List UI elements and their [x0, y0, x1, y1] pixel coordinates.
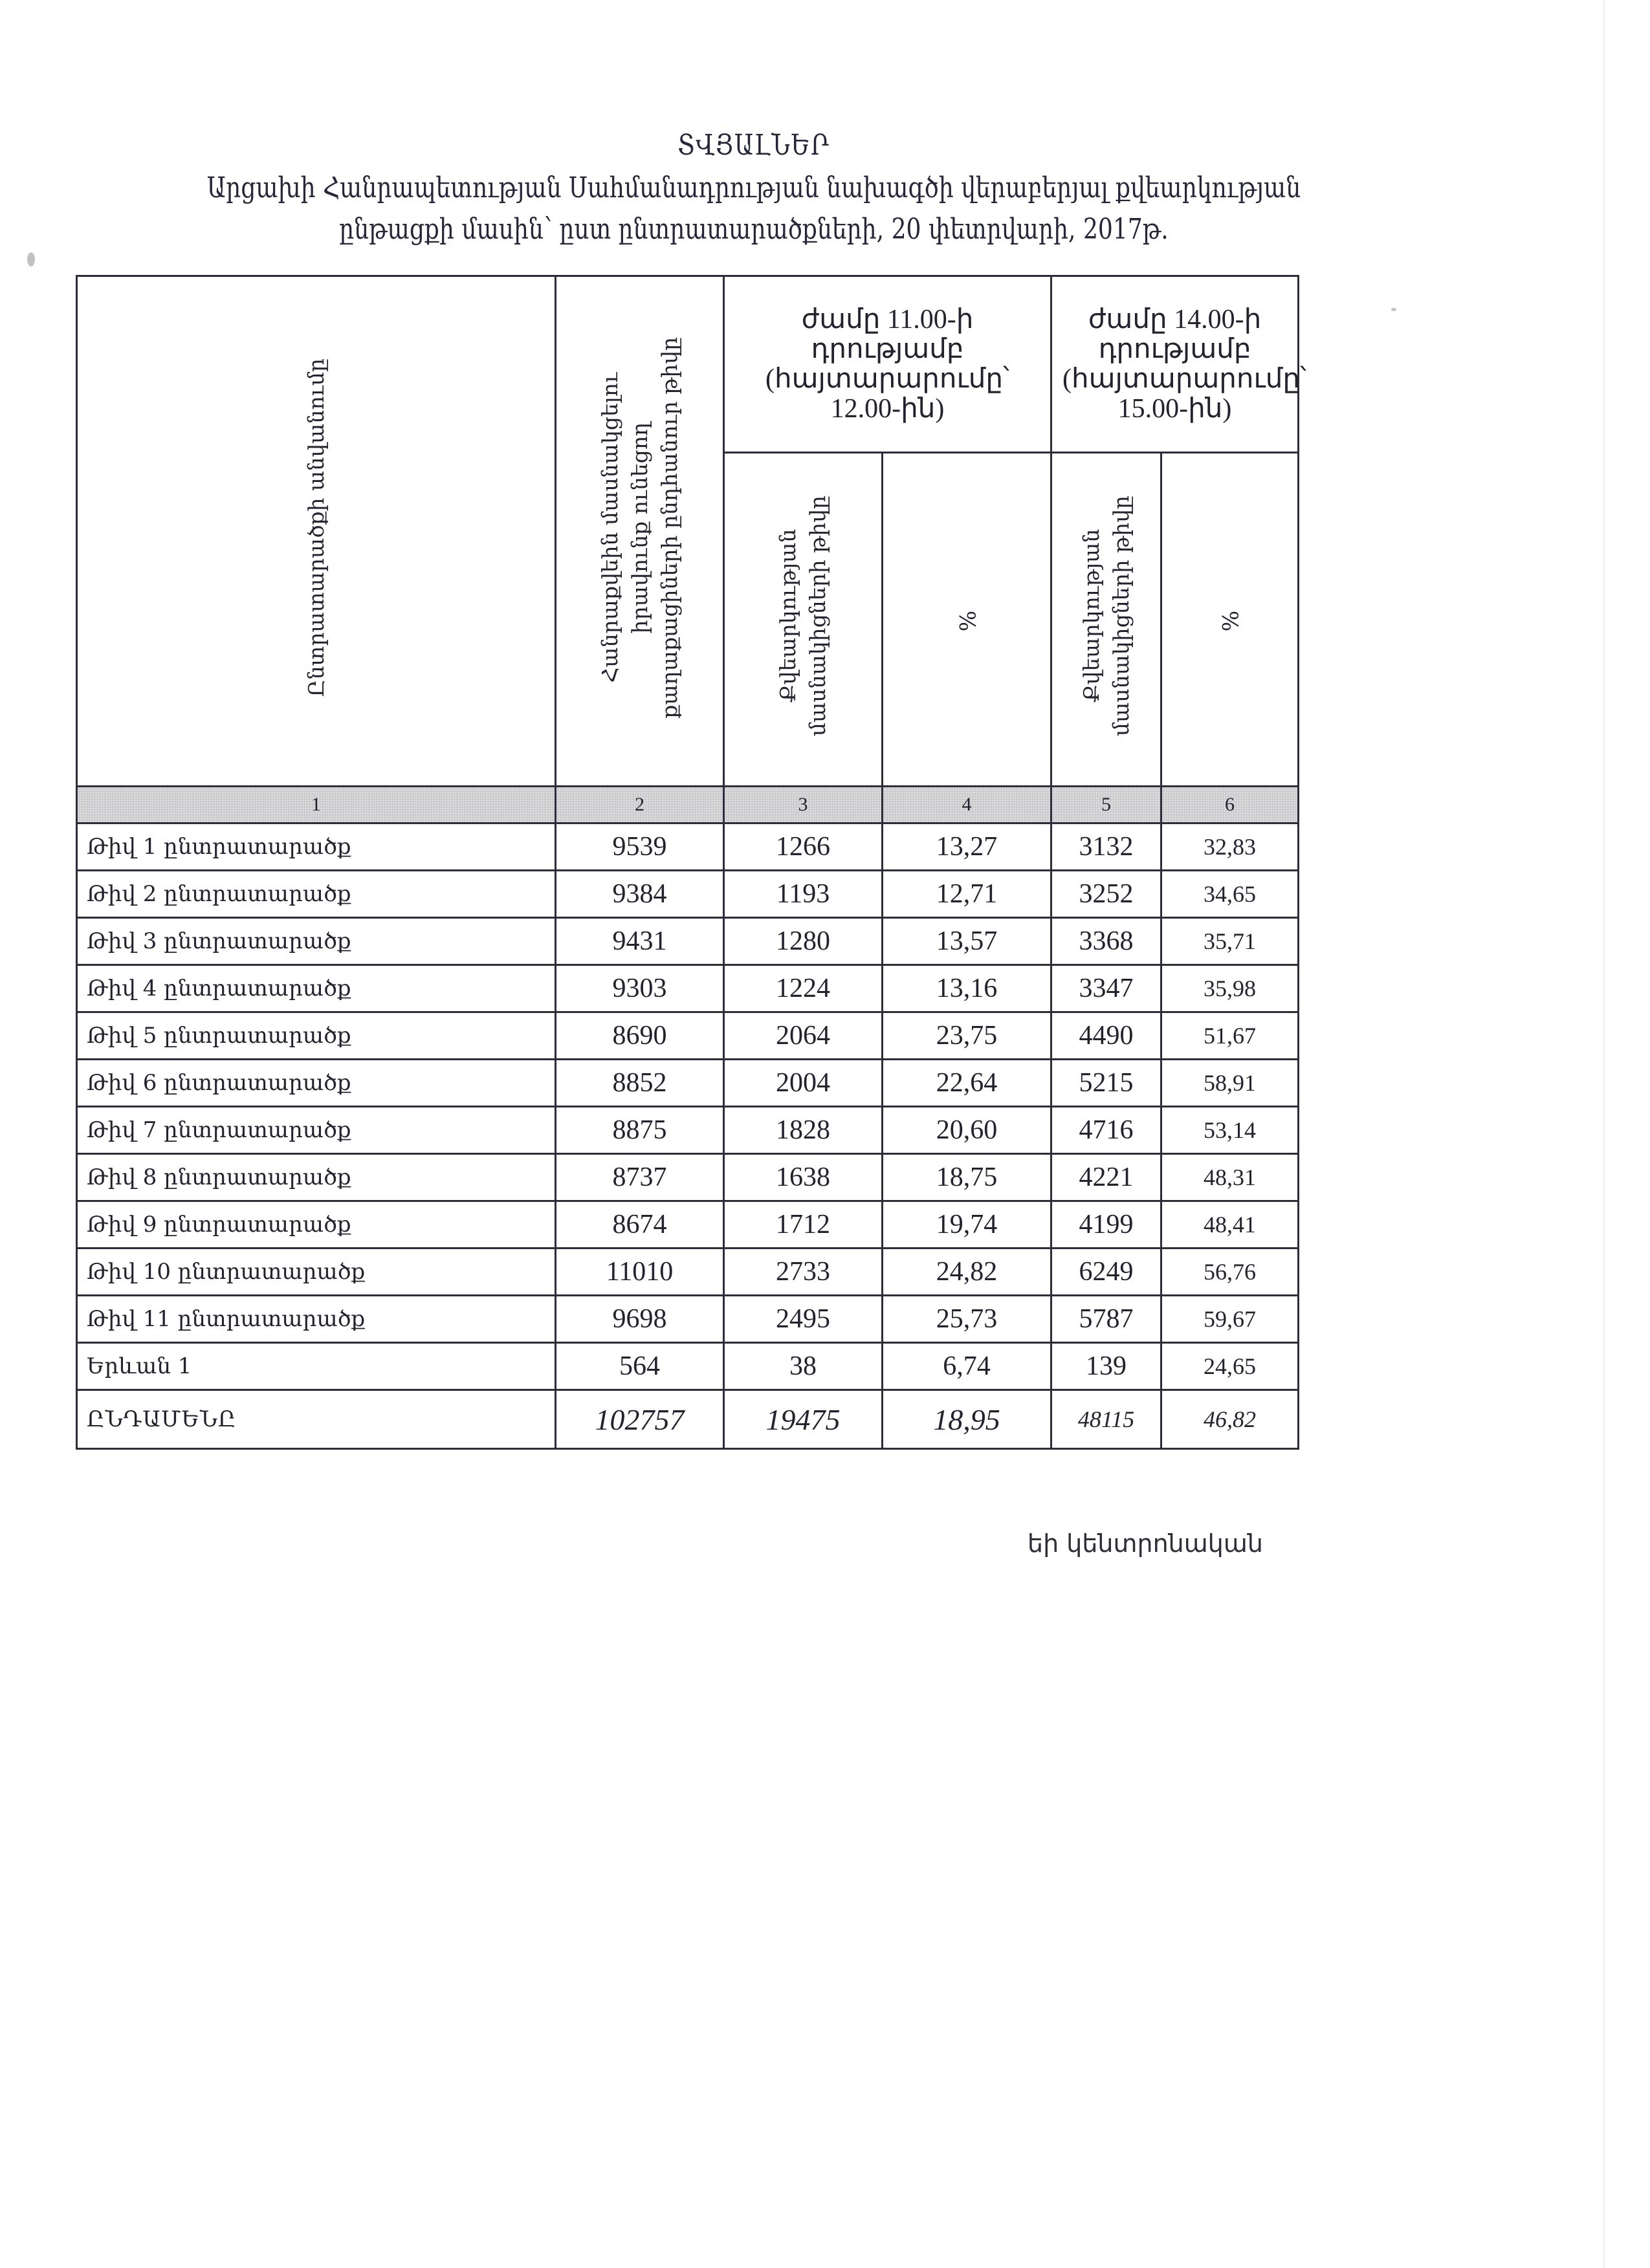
percent-14: 58,91	[1161, 1060, 1299, 1107]
participants-14: 6249	[1051, 1248, 1161, 1296]
header-participants-14: Քվեարկության մասնակիցների թիվը	[1078, 495, 1134, 737]
participants-14: 5787	[1051, 1296, 1161, 1343]
participants-11: 1828	[724, 1107, 883, 1154]
percent-14: 51,67	[1161, 1012, 1299, 1060]
table-row	[77, 1343, 1299, 1390]
district-name: Թիվ 8 ընտրատարածք	[77, 1154, 556, 1201]
total-registered: 102757	[556, 1390, 724, 1449]
percent-14: 34,65	[1161, 871, 1299, 918]
percent-14: 59,67	[1161, 1296, 1299, 1343]
percent-14: 35,98	[1161, 965, 1299, 1012]
district-name: Երևան 1	[77, 1343, 556, 1390]
percent-14: 48,41	[1161, 1201, 1299, 1248]
registered-count: 9431	[556, 918, 724, 965]
percent-11: 24,82	[883, 1248, 1051, 1296]
header-registered-cell	[556, 276, 724, 787]
district-name: Թիվ 5 ընտրատարածք	[77, 1012, 556, 1060]
header-percent-11-cell	[883, 453, 1051, 787]
percent-14: 56,76	[1161, 1248, 1299, 1296]
percent-11: 25,73	[883, 1296, 1051, 1343]
percent-11: 13,57	[883, 918, 1051, 965]
column-number: 5	[1051, 787, 1161, 823]
header-percent-14: %	[1216, 610, 1243, 631]
percent-11: 22,64	[883, 1060, 1051, 1107]
percent-11: 20,60	[883, 1107, 1051, 1154]
total-participants-14: 48115	[1051, 1390, 1161, 1449]
table-row	[77, 823, 1299, 871]
total-percent-14: 46,82	[1161, 1390, 1299, 1449]
percent-11: 18,75	[883, 1154, 1051, 1201]
total-percent-11: 18,95	[883, 1390, 1051, 1449]
header-participants-11: Քվեարկության մասնակիցների թիվը	[775, 495, 830, 737]
column-number: 6	[1161, 787, 1299, 823]
header-participants-11-cell	[724, 453, 883, 787]
participants-14: 139	[1051, 1343, 1161, 1390]
participants-11: 38	[724, 1343, 883, 1390]
participants-14: 4490	[1051, 1012, 1161, 1060]
registered-count: 9539	[556, 823, 724, 871]
page-edge-line	[1603, 0, 1605, 2268]
column-number: 1	[77, 787, 556, 823]
scan-speck	[1391, 308, 1396, 311]
header-registered: Հանրաքվեին մասնակցելու իրավունք ունեցող քաղաքացիների ընդհանուր թիվը	[597, 336, 682, 719]
district-name: Թիվ 10 ընտրատարածք	[77, 1248, 556, 1296]
table-row	[77, 1107, 1299, 1154]
percent-11: 6,74	[883, 1343, 1051, 1390]
table-row	[77, 1296, 1299, 1343]
participants-14: 4221	[1051, 1154, 1161, 1201]
participants-11: 2064	[724, 1012, 883, 1060]
participants-14: 4716	[1051, 1107, 1161, 1154]
participants-14: 3368	[1051, 918, 1161, 965]
registered-count: 9698	[556, 1296, 724, 1343]
district-name: Թիվ 2 ընտրատարածք	[77, 871, 556, 918]
header-participants-14-cell	[1051, 453, 1161, 787]
participants-14: 3132	[1051, 823, 1161, 871]
percent-14: 35,71	[1161, 918, 1299, 965]
registered-count: 564	[556, 1343, 724, 1390]
percent-14: 32,83	[1161, 823, 1299, 871]
participants-11: 1280	[724, 918, 883, 965]
district-name: Թիվ 6 ընտրատարածք	[77, 1060, 556, 1107]
document-subtitle-line-1: Արցախի Հանրապետության Սահմանադրության նախագծի վերաբերյալ քվեարկության	[206, 171, 1301, 204]
registered-count: 8875	[556, 1107, 724, 1154]
district-name: Թիվ 4 ընտրատարածք	[77, 965, 556, 1012]
district-name: Թիվ 9 ընտրատարածք	[77, 1201, 556, 1248]
header-percent-11: %	[954, 610, 980, 631]
registered-count: 9303	[556, 965, 724, 1012]
table-row	[77, 1060, 1299, 1107]
header-group-14: ժամը 14.00-ի դրությամբ (հայտարարումը՝ 15.00-ին)	[1051, 276, 1299, 453]
registered-count: 8690	[556, 1012, 724, 1060]
participants-11: 1224	[724, 965, 883, 1012]
participants-11: 2495	[724, 1296, 883, 1343]
document-subtitle-line-2: ընթացքի մասին՝ ըստ ընտրատարածքների, 20 փետրվարի, 2017թ.	[339, 213, 1169, 246]
participants-14: 3252	[1051, 871, 1161, 918]
table-row	[77, 918, 1299, 965]
column-number: 4	[883, 787, 1051, 823]
district-name: Թիվ 3 ընտրատարածք	[77, 918, 556, 965]
registered-count: 8674	[556, 1201, 724, 1248]
table-row	[77, 965, 1299, 1012]
table-row	[77, 1154, 1299, 1201]
document-title: ՏՎՅԱԼՆԵՐ	[677, 129, 830, 162]
percent-11: 13,27	[883, 823, 1051, 871]
table-row	[77, 871, 1299, 918]
percent-14: 24,65	[1161, 1343, 1299, 1390]
total-label: ԸՆԴԱՄԵՆԸ	[77, 1390, 556, 1449]
table-row	[77, 1248, 1299, 1296]
percent-11: 12,71	[883, 871, 1051, 918]
participants-14: 3347	[1051, 965, 1161, 1012]
registered-count: 9384	[556, 871, 724, 918]
header-percent-14-cell	[1161, 453, 1299, 787]
percent-14: 53,14	[1161, 1107, 1299, 1154]
header-group-11: ժամը 11.00-ի դրությամբ (հայտարարումը՝ 12.00-ին)	[724, 276, 1051, 453]
participants-11: 1266	[724, 823, 883, 871]
participants-11: 2004	[724, 1060, 883, 1107]
participants-11: 1638	[724, 1154, 883, 1201]
column-number: 3	[724, 787, 883, 823]
district-name: Թիվ 11 ընտրատարածք	[77, 1296, 556, 1343]
registered-count: 8737	[556, 1154, 724, 1201]
participants-14: 5215	[1051, 1060, 1161, 1107]
district-name: Թիվ 1 ընտրատարածք	[77, 823, 556, 871]
column-number-row	[77, 787, 1299, 823]
header-district: Ընտրատարածքի անվանումը	[303, 358, 329, 697]
participants-11: 1193	[724, 871, 883, 918]
percent-11: 19,74	[883, 1201, 1051, 1248]
header-district-cell	[77, 276, 556, 787]
participants-11: 1712	[724, 1201, 883, 1248]
percent-14: 48,31	[1161, 1154, 1299, 1201]
percent-11: 23,75	[883, 1012, 1051, 1060]
participants-11: 2733	[724, 1248, 883, 1296]
percent-11: 13,16	[883, 965, 1051, 1012]
footer-text: եի կենտրոնական	[1028, 1529, 1263, 1558]
participants-14: 4199	[1051, 1201, 1161, 1248]
total-participants-11: 19475	[724, 1390, 883, 1449]
registered-count: 8852	[556, 1060, 724, 1107]
registered-count: 11010	[556, 1248, 724, 1296]
scan-speck	[27, 252, 35, 267]
table-total-row	[77, 1390, 1299, 1449]
turnout-table	[76, 275, 1306, 1450]
table-row	[77, 1012, 1299, 1060]
table-header-row	[77, 276, 1299, 453]
district-name: Թիվ 7 ընտրատարածք	[77, 1107, 556, 1154]
column-number: 2	[556, 787, 724, 823]
table-row	[77, 1201, 1299, 1248]
